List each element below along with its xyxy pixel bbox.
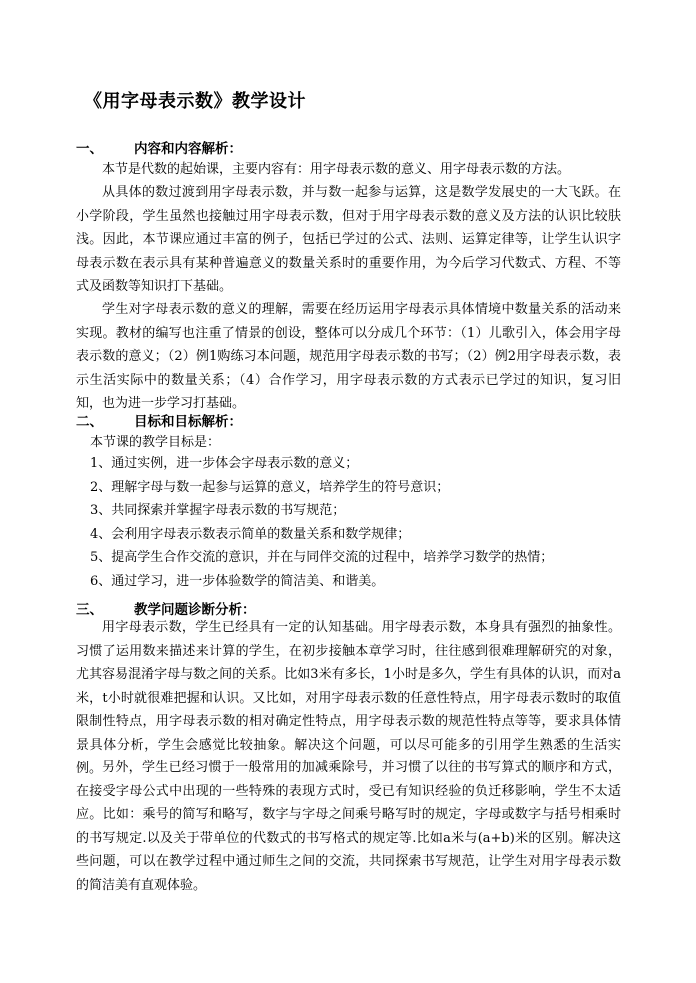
- section1-paragraph-1: 本节是代数的起始课，主要内容有：用字母表示数的意义、用字母表示数的方法。: [102, 162, 571, 177]
- section2-title: 目标和目标解析：: [134, 414, 242, 430]
- section1-title: 内容和内容解析：: [134, 141, 242, 157]
- section2-number: 二、: [76, 414, 103, 430]
- document-title: 《用字母表示数》教学设计: [84, 91, 306, 112]
- section3-paragraph-2: 另外，学生已经习惯于一般常用的加减乘除号，并习惯了以往的书写算式的顺序和方式，在接受字母公式中出现的一些特殊的表现方式时，受已有知识经验的负迁移影响，学生不太适应。比如：乘号的简写和略写，数字与字母之间乘号略写时的规定，字母或数字与括号相乘时的书写规定.以及关于带单位的代数式的书写格式的规定等.比如a米与(a+b)米的区别。解决这些问题，可以在教学过程中通过师生之间的交流，共同探索书写规范，让学生对用字母表示数的简洁美有直观体验。: [76, 760, 621, 893]
- goal-item: 2、理解字母与数一起参与运算的意义，培养学生的符号意识；: [90, 479, 450, 495]
- goal-item: 6、通过学习，进一步体验数学的简洁美、和谐美。: [90, 573, 385, 589]
- goal-item: 4、会利用字母表示数表示简单的数量关系和数学规律；: [90, 526, 411, 542]
- section3-heading: [76, 598, 256, 618]
- goals-list: [90, 452, 553, 594]
- goal-item: 3、共同探索并掌握字母表示数的书写规范；: [90, 503, 346, 519]
- section1-heading: [76, 137, 242, 157]
- section1-paragraph-3: 学生对字母表示数的意义的理解，需要在经历运用字母表示具体情境中数量关系的活动来实现。教材的编写也注重了情景的创设，整体可以分成几个环节：（1）儿歌引入，体会用字母表示数的意义；（2）例1购练习本问题，规范用字母表示数的书写；（2）例2用字母表示数，表示生活实际中的数量关系；（4）合作学习，用字母表示数的方式表示已学过的知识，复习旧知，也为进一步学习打基础。: [76, 302, 621, 411]
- goal-item: 5、提高学生合作交流的意识，并在与同伴交流的过程中，培养学习数学的热情；: [90, 550, 554, 566]
- section3-paragraph-1: 用字母表示数，学生已经具有一定的认知基础。用字母表示数，本身具有强烈的抽象性。习惯了运用数来描述来计算的学生，在初步接触本章学习时，往往感到很难理解研究的对象，尤其容易混淆字母与数之间的关系。比如3米有多长，1小时是多久，学生有具体的认识，而对a米，t小时就很难把握和认识。又比如，对用字母表示数的任意性特点，用字母表示数时的取值限制性特点，用字母表示数的相对确定性特点，用字母表示数的规范性特点等等，要求具体情景具体分析，学生会感觉比较抽象。解决这个问题，可以尽可能多的引用学生熟悉的生活实例。: [76, 620, 621, 776]
- goal-item: 1、通过实例，进一步体会字母表示数的意义；: [90, 456, 359, 471]
- section3-title: 教学问题诊断分析：: [134, 602, 256, 618]
- section1-paragraph-2: 从具体的数过渡到用字母表示数，并与数一起参与运算，这是数学发展史的一大飞跃。在小学阶段，学生虽然也接触过用字母表示数，但对于用字母表示数的意义及方法的认识比较肤浅。因此，本节课应通过丰富的例子，包括已学过的公式、法则、运算定律等，让学生认识字母表示数在表示具有某种普遍意义的数量关系时的重要作用，为今后学习代数式、方程、不等式及函数等知识打下基础。: [76, 185, 621, 294]
- section2-heading: [76, 410, 242, 430]
- section1-number: 一、: [76, 141, 103, 157]
- section3-number: 三、: [76, 602, 103, 618]
- section2-intro: 本节课的教学目标是：: [90, 435, 221, 450]
